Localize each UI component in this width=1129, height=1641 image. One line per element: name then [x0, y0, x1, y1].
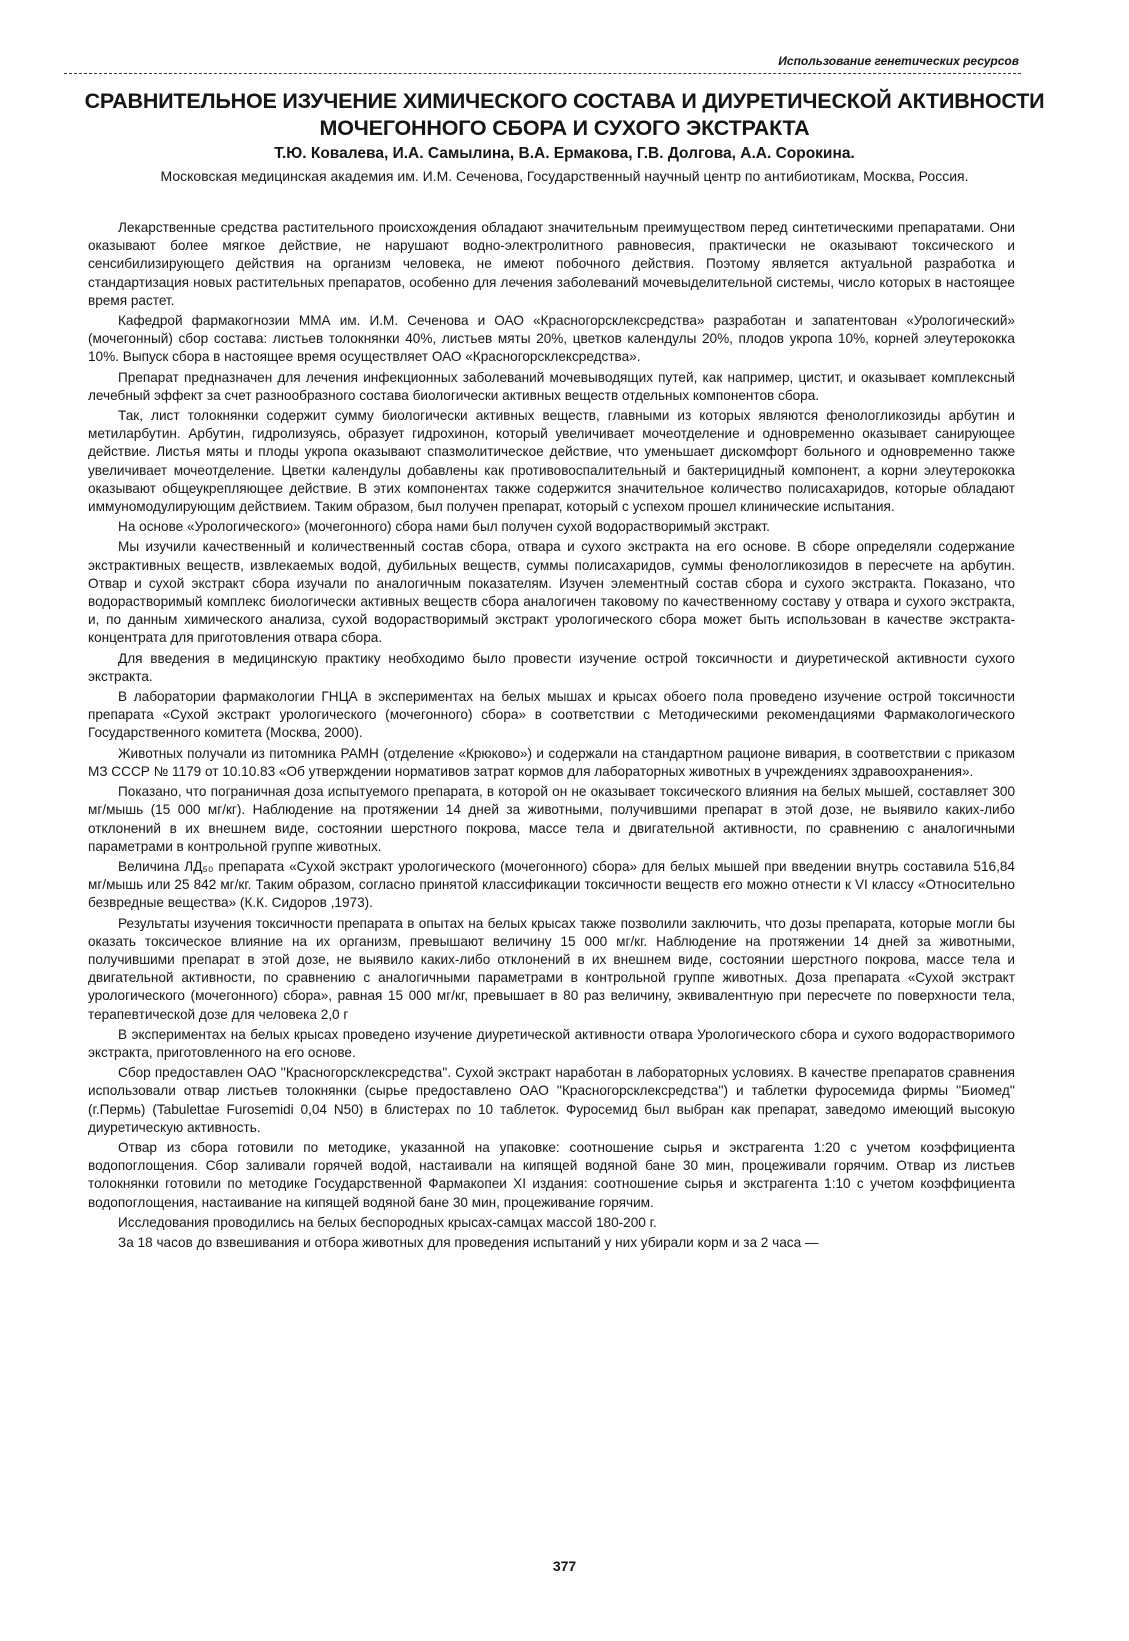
paragraph: В лаборатории фармакологии ГНЦА в экспериментах на белых мышах и крысах обоего пола проведено изучение острой токсичности препарата «Сухой экстракт урологического (мочегонного) сбора» в соответствии с Методическими рекомендациями Фармакологического Государственного комитета (Москва, 2000). [88, 689, 1015, 741]
paragraph: За 18 часов до взвешивания и отбора животных для проведения испытаний у них убирали корм и за 2 часа — [118, 1234, 819, 1250]
paragraph: Показано, что пограничная доза испытуемого препарата, в которой он не оказывает токсического влияния на белых мышей, составляет 300 мг/мышь (15 000 мг/кг). Наблюдение на протяжении 14 дней за животными, получившими препарат в этой дозе, не выявило каких-либо отклонений в их внешнем виде, состоянии шерстного покрова, массе тела и двигательной активности, по сравнению с аналогичными параметрами в контрольной группе животных. [88, 784, 1015, 854]
paragraph: Кафедрой фармакогнозии ММА им. И.М. Сеченова и ОАО «Красногорсклексредства» разработан и запатентован «Урологический» (мочегонный) сбор состава: листьев толокнянки 40%, листьев мяты 20%, цветков календулы 20%, плодов укропа 10%, корней элеутерококка 10%. Выпуск сбора в настоящее время осуществляет ОАО «Красногорсклексредства». [88, 313, 1015, 365]
paragraph: Отвар из сбора готовили по методике, указанной на упаковке: соотношение сырья и экстрагента 1:20 с учетом коэффициента водопоглощения. Сбор заливали горячей водой, настаивали на кипящей водяной бане 30 мин, процеживали горячим. Отвар из листьев толокнянки готовили по методике Государственной Фармакопеи XI издания: соотношение сырья и экстрагента 1:10 с учетом коэффициента водопоглощения, настаивание на кипящей водяной бане 30 мин, процеживание горячим. [88, 1139, 1015, 1210]
paragraph: Результаты изучения токсичности препарата в опытах на белых крысах также позволили заключить, что дозы препарата, которые могли бы оказать токсическое влияние на их организм, превышают величину 15 000 мг/кг. Наблюдение на протяжении 14 дней за животными, получившими препарат в этой дозе, не выявило каких-либо отклонений в их внешнем виде, состоянии шерстного покрова, массе тела и двигательной активности, по сравнению с аналогичными параметрами в контрольной группе животных. Доза препарата «Сухой экстракт урологического (мочегонного) сбора», равная 15 000 мг/кг, превышает в 80 раз величину, эквивалентную при пересчете по поверхности тела, терапевтической дозе для человека 2,0 г [88, 915, 1015, 1022]
affiliation: Московская медицинская академия им. И.М. Сеченова, Государственный научный центр по антибиотикам, Москва, Россия. [160, 168, 969, 184]
paragraph: Лекарственные средства растительного происхождения обладают значительным преимуществом перед синтетическими препаратами. Они оказывают более мягкое действие, не нарушают водно-электролитного равновесия, практически не оказывают токсического и сенсибилизирующего действия на организм человека, не имеют побочного действия. Поэтому является актуальной разработка и стандартизация новых растительных препаратов, особенно для лечения заболеваний мочевыделительной системы, число которых в настоящее время растет. [88, 220, 1015, 308]
page-number: 377 [552, 1558, 577, 1574]
paragraph: В экспериментах на белых крысах проведено изучение диуретической активности отвара Урологического сбора и сухого водорастворимого экстракта, приготовленного на его основе. [88, 1026, 1015, 1060]
paragraph: Так, лист толокнянки содержит сумму биологически активных веществ, главными из которых являются фенологликозиды арбутин и метиларбутин. Арбутин, гидролизуясь, образует гидрохинон, который увеличивает мочеотделение и одновременно оказывает санирующее действие. Листья мяты и плоды укропа оказывают спазмолитическое действие, что уменьшает дискомфорт больного и одновременно также увеличивает мочеотделение. Цветки календулы добавлены как противовоспалительный и бактерицидный компонент, а корни элеутерококка оказывают общеукрепляющее действие. В этих компонентах также содержится значительное количество полисахаридов, которые обладают иммуномодулирующим действием. Таким образом, был получен препарат, который с успехом прошел клинические испытания. [88, 408, 1015, 515]
paragraph: Исследования проводились на белых беспородных крысах-самцах массой 180-200 г. [118, 1214, 657, 1230]
paragraph: Мы изучили качественный и количественный состав сбора, отвара и сухого экстракта на его основе. В сборе определяли содержание экстрактивных веществ, извлекаемых водой, дубильных веществ, суммы полисахаридов, суммы фенологликозидов в пересчете на арбутин. Отвар и сухой экстракт сбора изучали по аналогичным показателям. Изучен элементный состав сбора и сухого экстракта. Показано, что водорастворимый комплекс биологически активных веществ сбора аналогичен таковому по качественному составу у отвара и сухого экстракта, и, по данным химического анализа, сухой водорастворимый экстракт урологического сбора может быть использован в качестве экстракта-концентрата для приготовления отвара сбора. [88, 539, 1015, 646]
paragraph: Животных получали из питомника РАМН (отделение «Крюково») и содержали на стандартном рационе вивария, в соответствии с приказом МЗ СССР № 1179 от 10.10.83 «Об утверждении нормативов затрат кормов для лабораторных животных в учреждениях здравоохранения». [88, 745, 1015, 779]
paragraph: На основе «Урологического» (мочегонного) сбора нами был получен сухой водорастворимый экстракт. [118, 519, 770, 535]
article-body [88, 219, 1015, 1254]
running-head: Использование генетических ресурсов [778, 54, 1019, 68]
paragraph: Препарат предназначен для лечения инфекционных заболеваний мочевыводящих путей, как например, цистит, и оказывает комплексный лечебный эффект за счет разнообразного состава биологически активных веществ отдельных компонентов сбора. [88, 369, 1015, 403]
paragraph: Величина ЛД₅₀ препарата «Сухой экстракт урологического (мочегонного) сбора» для белых мышей при введении внутрь составила 516,84 мг/мышь или 25 842 мг/кг. Таким образом, согласно принятой классификации токсичности веществ его можно отнести к VI классу «Относительно безвредные вещества» (К.К. Сидоров ,1973). [88, 858, 1015, 911]
paragraph: Сбор предоставлен ОАО ''Красногорсклексредства''. Сухой экстракт наработан в лабораторных условиях. В качестве препаратов сравнения использовали отвар листьев толокнянки (сырье предоставлено ОАО ''Красногорсклексредства'') и таблетки фуросемида фирмы ''Биомед'' (г.Пермь) (Tabulettae Furosemidi 0,04 N50) в блистерах по 10 таблеток. Фуросемид был выбран как препарат, заведомо имеющий высокую диуретическую активность. [88, 1065, 1015, 1135]
article-title: СРАВНИТЕЛЬНОЕ ИЗУЧЕНИЕ ХИМИЧЕСКОГО СОСТАВА И ДИУРЕТИЧЕСКОЙ АКТИВНОСТИ МОЧЕГОННОГО СБОРА И СУХОГО ЭКСТРАКТА [84, 89, 1045, 140]
paragraph: Для введения в медицинскую практику необходимо было провести изучение острой токсичности и диуретической активности сухого экстракта. [88, 650, 1015, 684]
header-rule [64, 73, 1021, 74]
authors: Т.Ю. Ковалева, И.А. Самылина, В.А. Ермакова, Г.В. Долгова, А.А. Сорокина. [274, 145, 855, 162]
